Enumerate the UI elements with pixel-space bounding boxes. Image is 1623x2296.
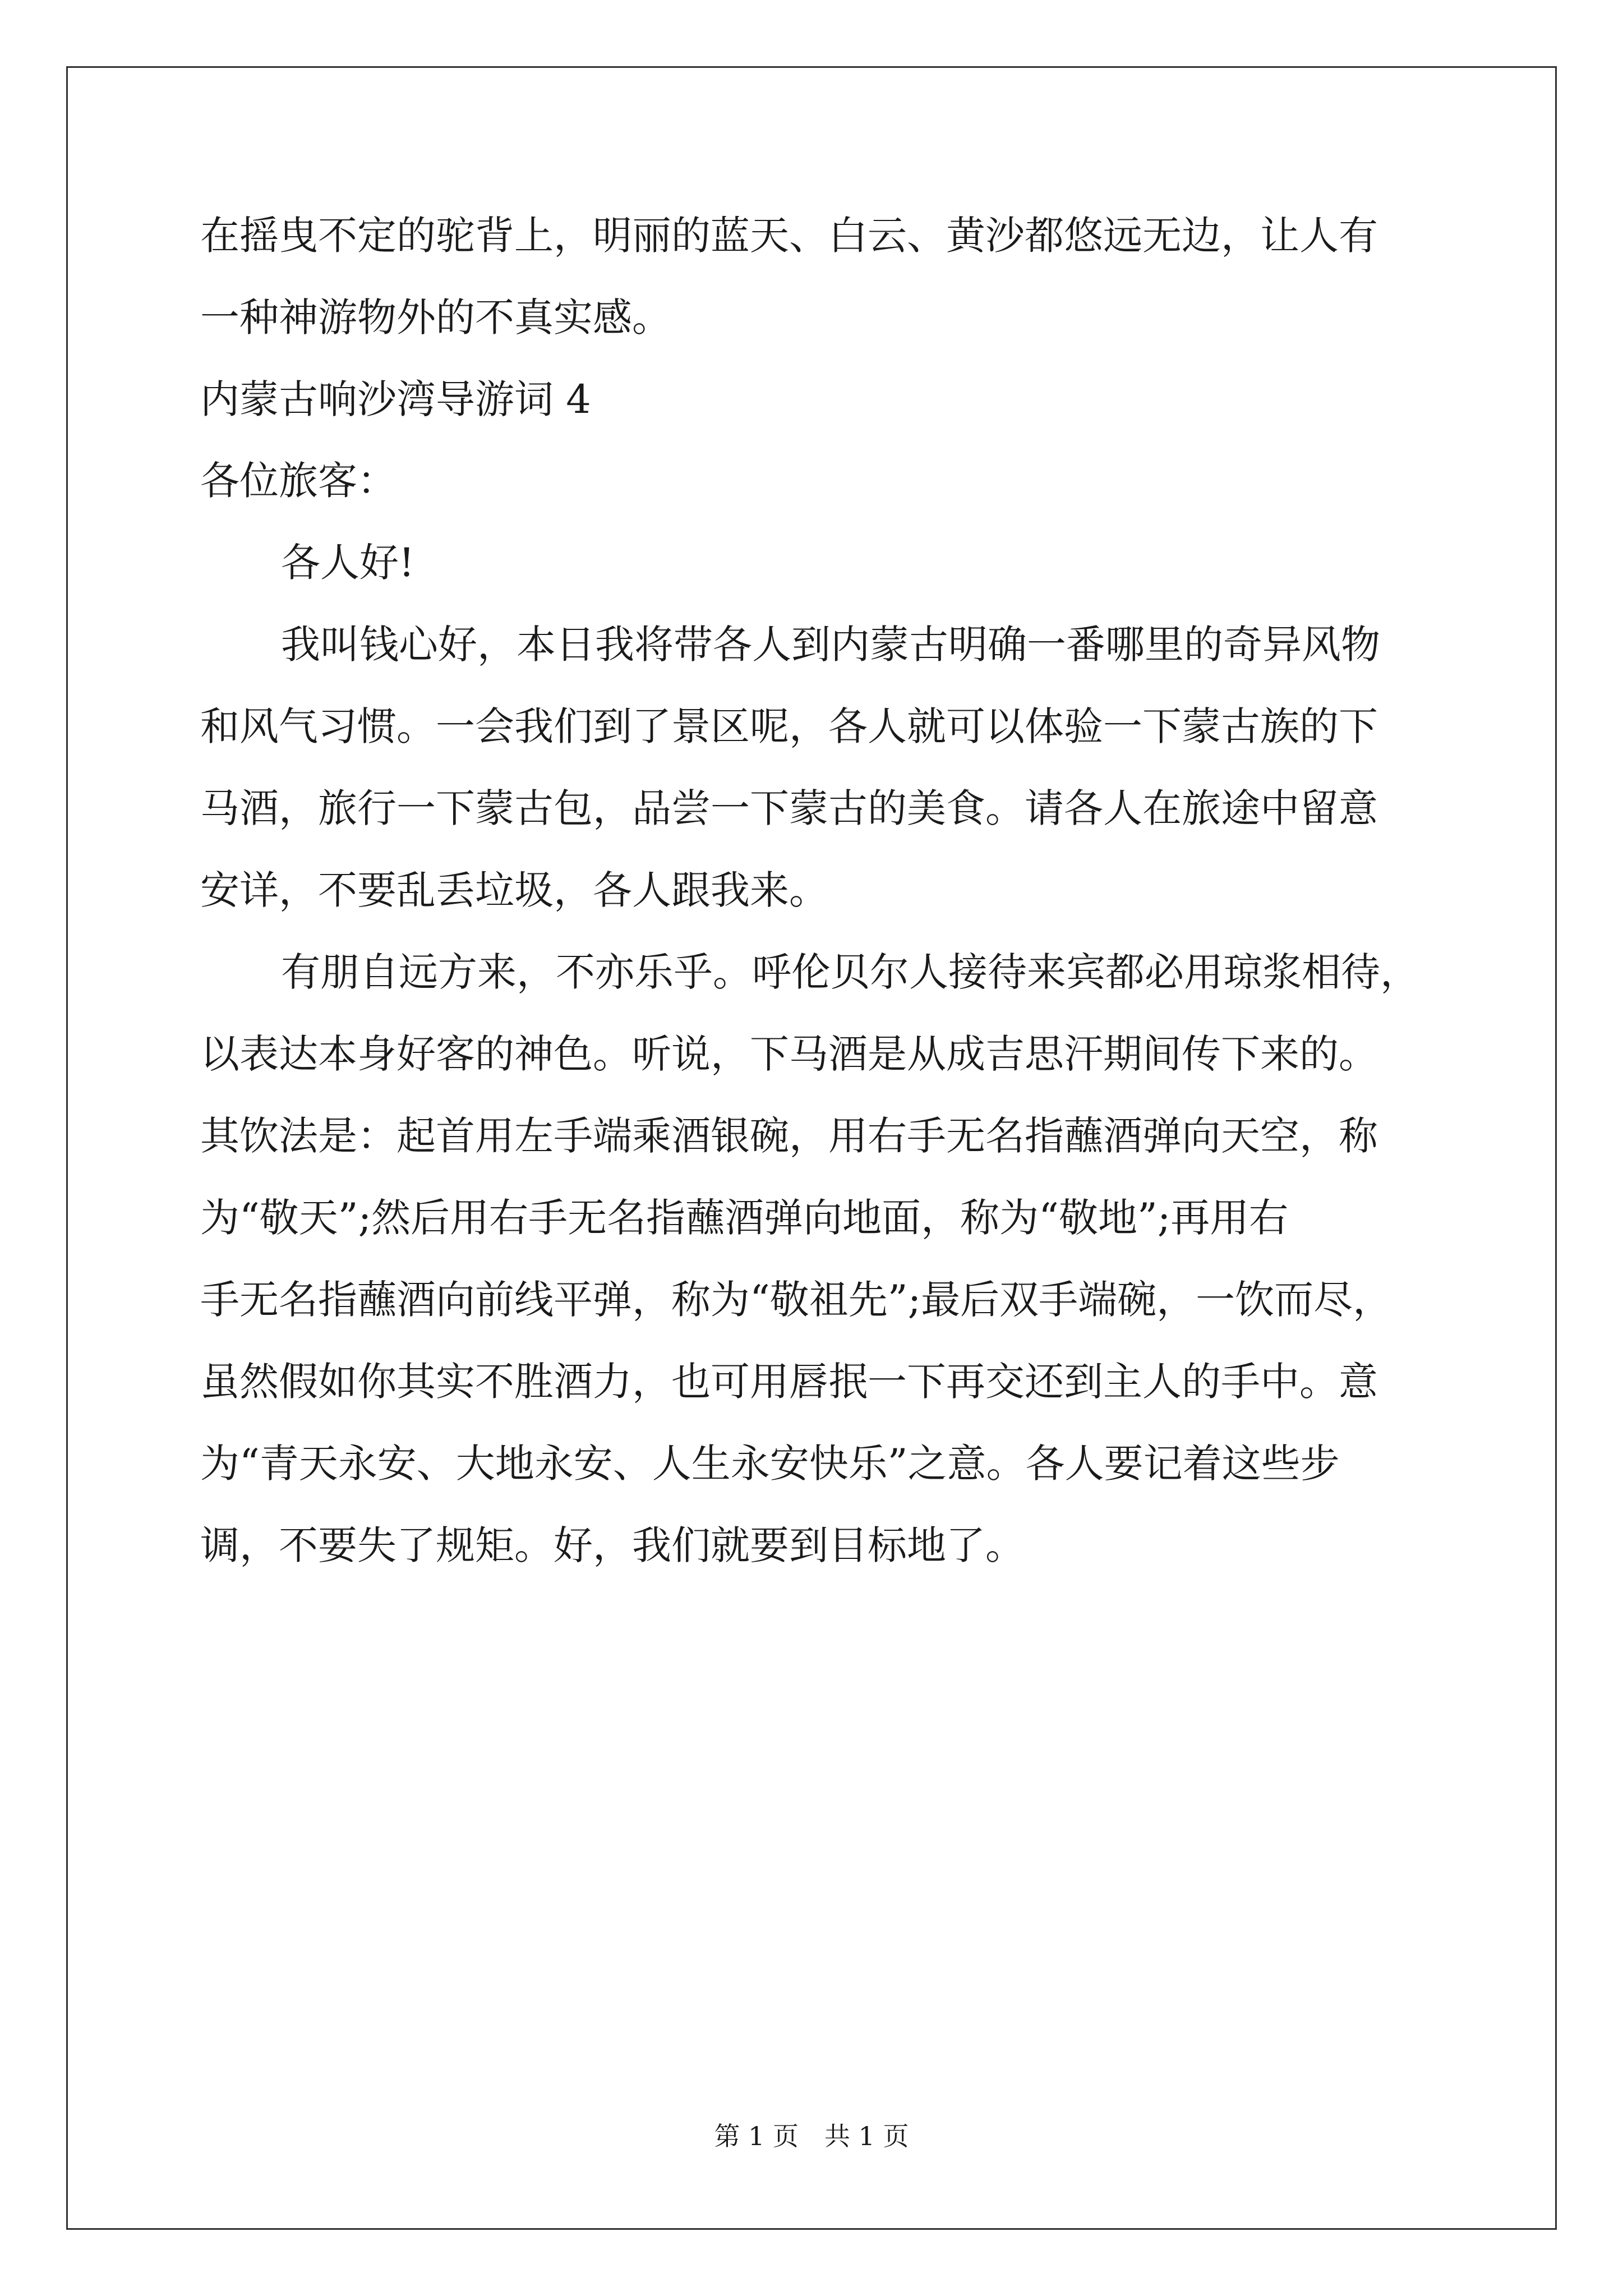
body-line: 安详，不要乱丢垃圾，各人跟我来。 <box>200 867 828 913</box>
body-line: 手无名指蘸酒向前线平弹，称为“敬祖先”;最后双手端碗，一饮而尽， <box>200 1277 1393 1323</box>
body-line: 为“青天永安、大地永安、人生永安快乐”之意。各人要记着这些步 <box>200 1441 1340 1487</box>
body-line: 其饮法是：起首用左手端乘酒银碗，用右手无名指蘸酒弹向天空，称 <box>200 1113 1378 1159</box>
section-heading: 内蒙古响沙湾导游词 4 <box>200 376 591 422</box>
body-line: 一种神游物外的不真实感。 <box>200 295 671 341</box>
greeting: 各人好! <box>281 540 415 586</box>
body-line: 调，不要失了规矩。好，我们就要到目标地了。 <box>200 1522 1025 1568</box>
body-line: 和风气习惯。一会我们到了景区呢，各人就可以体验一下蒙古族的下 <box>200 703 1378 749</box>
body-line: 马酒，旅行一下蒙古包，品尝一下蒙古的美食。请各人在旅途中留意 <box>200 785 1378 831</box>
body-line: 在摇曳不定的驼背上，明丽的蓝天、白云、黄沙都悠远无边，让人有 <box>200 213 1378 259</box>
body-line: 以表达本身好客的神色。听说，下马酒是从成吉思汗期间传下来的。 <box>200 1031 1378 1077</box>
page-number-footer: 第 1 页 共 1 页 <box>714 2121 909 2151</box>
body-line: 为“敬天”;然后用右手无名指蘸酒弹向地面，称为“敬地”;再用右 <box>200 1195 1289 1241</box>
body-line: 我叫钱心好，本日我将带各人到内蒙古明确一番哪里的奇异风物 <box>281 622 1380 668</box>
body-line: 有朋自远方来，不亦乐乎。呼伦贝尔人接待来宾都必用琼浆相待， <box>281 949 1419 995</box>
salutation: 各位旅客： <box>200 458 396 504</box>
body-line: 虽然假如你其实不胜酒力，也可用唇抿一下再交还到主人的手中。意 <box>200 1359 1378 1405</box>
